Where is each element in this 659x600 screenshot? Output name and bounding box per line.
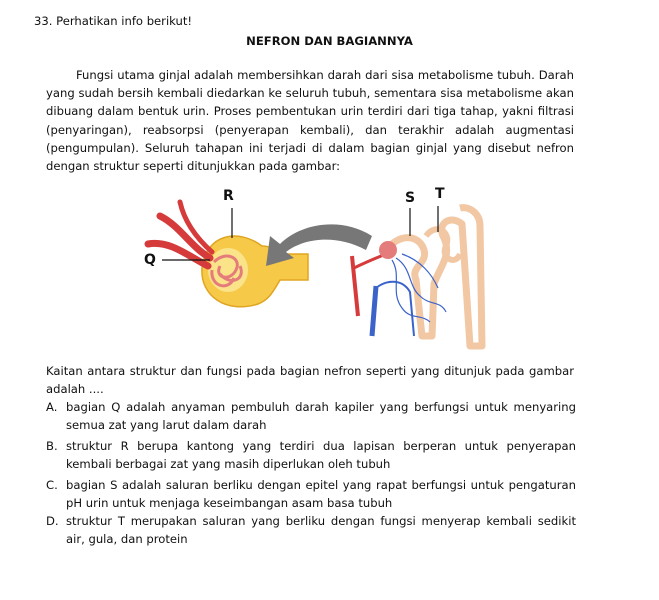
option-b-text: struktur R berupa kantong yang terdiri dua lapisan berperan untuk penyerapan kembali berbagai zat yang masih diperlukan oleh tubuh	[66, 439, 576, 471]
label-r: R	[223, 188, 234, 204]
option-b[interactable]	[46, 437, 576, 473]
option-c-text: bagian S adalah saluran berliku dengan epitel yang rapat berfungsi untuk pengaturan pH urin untuk menjaga keseimbangan asam basa tubuh	[66, 478, 576, 510]
option-a-letter: A.	[46, 400, 58, 414]
label-t: T	[435, 186, 445, 202]
label-s: S	[405, 190, 416, 206]
question-prompt: Kaitan antara struktur dan fungsi pada bagian nefron seperti yang ditunjuk pada gambar adalah ....	[46, 364, 574, 396]
option-b-letter: B.	[46, 439, 58, 453]
document-title: NEFRON DAN BAGIANNYA	[246, 34, 413, 48]
option-c-letter: C.	[46, 478, 58, 492]
option-c[interactable]	[46, 476, 576, 512]
option-a-text: bagian Q adalah anyaman pembuluh darah kapiler yang berfungsi untuk menyaring semua zat yang larut dalam darah	[66, 400, 576, 432]
option-a[interactable]	[46, 398, 576, 434]
nephron-figure	[140, 196, 510, 356]
nephron-diagram	[352, 208, 482, 346]
label-q: Q	[144, 252, 156, 268]
zoom-arrow	[266, 224, 372, 266]
option-d-letter: D.	[46, 514, 59, 528]
intro-paragraph: Fungsi utama ginjal adalah membersihkan darah dari sisa metabolisme tubuh. Darah yang sudah bersih kembali diedarkan ke seluruh tubuh, sementara sisa metabolisme akan dibuang dalam bentuk urin. Proses pembentukan urin terdiri dari tiga tahap, yakni filtrasi (penyaringan), reabsorpsi (penyerapan kembali), dan terakhir adalah augmentasi (pengumpulan). Seluruh tahapan ini terjadi di dalam bagian ginjal yang disebut nefron dengan struktur seperti ditunjukkan pada gambar:	[46, 68, 574, 174]
question-number: 33. Perhatikan info berikut!	[34, 14, 193, 28]
option-d-text: struktur T merupakan saluran yang berliku dengan fungsi menyerap kembali sedikit air, gula, dan protein	[66, 514, 576, 546]
option-d[interactable]	[46, 512, 576, 548]
